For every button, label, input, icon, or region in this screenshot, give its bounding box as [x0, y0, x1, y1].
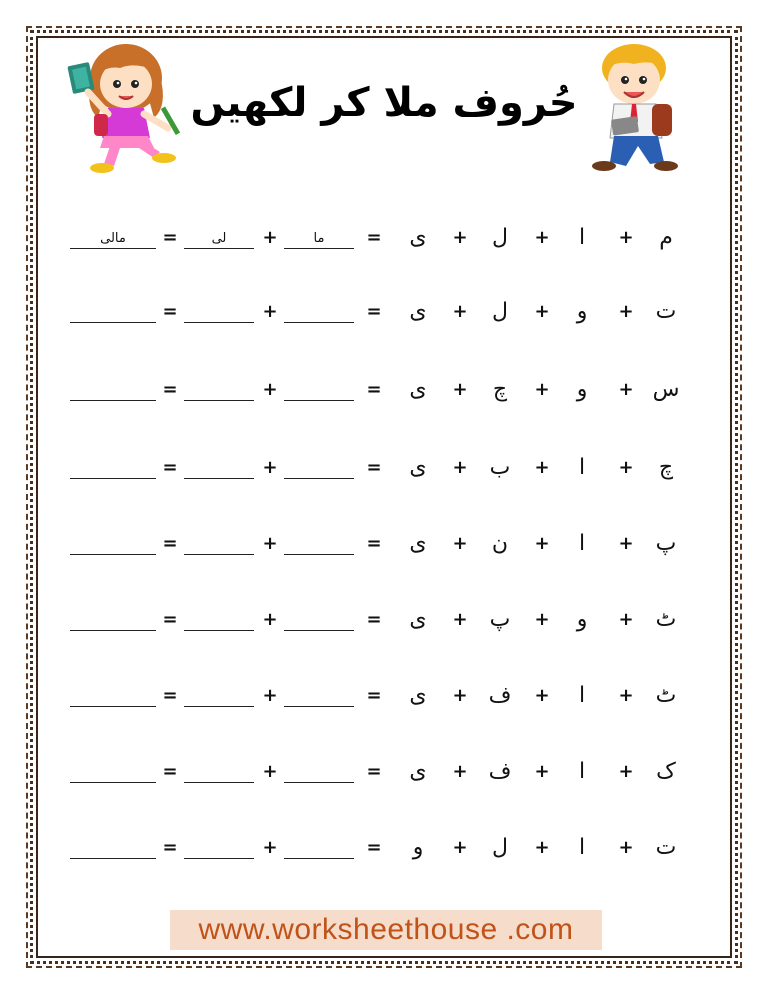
website-footer: www.worksheethouse .com: [170, 910, 602, 950]
letter: ک: [656, 759, 676, 784]
word-answer-blank[interactable]: [70, 858, 156, 859]
syllable-blank-1[interactable]: [284, 706, 354, 707]
letter: ی: [409, 531, 427, 556]
syllable-blank-2[interactable]: [184, 400, 254, 401]
letter: س: [652, 377, 680, 402]
letter: چ: [658, 455, 674, 480]
word-answer-blank[interactable]: [70, 630, 156, 631]
exercise-row: [0, 524, 768, 564]
equals-sign: =: [366, 379, 382, 400]
syllable-blank-2[interactable]: [184, 554, 254, 555]
plus-sign: +: [452, 685, 468, 706]
plus-sign: +: [262, 301, 278, 322]
letter: ل: [492, 225, 508, 250]
letter: ا: [578, 683, 586, 708]
letter: و: [576, 299, 588, 324]
plus-sign: +: [534, 227, 550, 248]
exercise-row: [0, 752, 768, 792]
syllable-blank-2[interactable]: [184, 478, 254, 479]
letter: ف: [488, 759, 512, 784]
syllable-blank-2[interactable]: [184, 630, 254, 631]
syllable-blank-2[interactable]: [184, 706, 254, 707]
example-answer: مالی: [100, 231, 126, 246]
equals-sign: =: [366, 837, 382, 858]
plus-sign: +: [534, 837, 550, 858]
exercise-row: [0, 600, 768, 640]
plus-sign: +: [618, 837, 634, 858]
syllable-blank-1[interactable]: [284, 554, 354, 555]
exercise-row: [0, 292, 768, 332]
letter: ی: [409, 607, 427, 632]
equals-sign: =: [162, 379, 178, 400]
equals-sign: =: [366, 533, 382, 554]
plus-sign: +: [262, 685, 278, 706]
equals-sign: =: [366, 301, 382, 322]
plus-sign: +: [262, 533, 278, 554]
exercise-row: [0, 676, 768, 716]
letter: ل: [492, 835, 508, 860]
letter: پ: [489, 607, 511, 632]
equals-sign: =: [162, 457, 178, 478]
letter: چ: [492, 377, 508, 402]
letter: ب: [489, 455, 511, 480]
plus-sign: +: [534, 379, 550, 400]
example-syllable-1: ما: [313, 231, 325, 246]
plus-sign: +: [534, 301, 550, 322]
word-answer-blank[interactable]: [70, 322, 156, 323]
syllable-blank-1[interactable]: [284, 630, 354, 631]
plus-sign: +: [452, 379, 468, 400]
letter: ی: [409, 683, 427, 708]
plus-sign: +: [452, 457, 468, 478]
letter: ت: [655, 835, 677, 860]
equals-sign: =: [162, 227, 178, 248]
equals-sign: =: [366, 685, 382, 706]
letter: و: [576, 607, 588, 632]
letter: ف: [488, 683, 512, 708]
word-answer-blank[interactable]: [70, 554, 156, 555]
plus-sign: +: [618, 761, 634, 782]
letter: م: [659, 225, 673, 250]
plus-sign: +: [534, 533, 550, 554]
letter: و: [412, 835, 424, 860]
letter: ی: [409, 377, 427, 402]
exercise-row: [0, 828, 768, 868]
equals-sign: =: [162, 761, 178, 782]
letter: ن: [491, 531, 509, 556]
plus-sign: +: [618, 685, 634, 706]
word-answer-blank[interactable]: [70, 706, 156, 707]
letter: ا: [578, 531, 586, 556]
syllable-blank-1[interactable]: [284, 782, 354, 783]
letter: ت: [655, 299, 677, 324]
letter: ل: [492, 299, 508, 324]
plus-sign: +: [452, 761, 468, 782]
plus-sign: +: [618, 533, 634, 554]
letter: ا: [578, 225, 586, 250]
plus-sign: +: [534, 609, 550, 630]
plus-sign: +: [534, 685, 550, 706]
plus-sign: +: [534, 457, 550, 478]
plus-sign: +: [452, 837, 468, 858]
plus-sign: +: [452, 609, 468, 630]
plus-sign: +: [452, 301, 468, 322]
syllable-blank-1[interactable]: [284, 858, 354, 859]
word-answer-blank[interactable]: [70, 400, 156, 401]
letter: پ: [655, 531, 677, 556]
letter: ا: [578, 455, 586, 480]
syllable-blank-1[interactable]: [284, 400, 354, 401]
plus-sign: +: [618, 227, 634, 248]
word-answer-blank[interactable]: [70, 478, 156, 479]
plus-sign: +: [618, 457, 634, 478]
equals-sign: =: [162, 837, 178, 858]
letter: و: [576, 377, 588, 402]
worksheet-title: حُروف ملا کر لکھیں: [190, 80, 578, 126]
letter: ٹ: [655, 607, 677, 632]
syllable-blank-1[interactable]: [284, 478, 354, 479]
plus-sign: +: [618, 379, 634, 400]
letter: ی: [409, 455, 427, 480]
plus-sign: +: [262, 457, 278, 478]
equals-sign: =: [162, 685, 178, 706]
example-syllable-2: لی: [211, 231, 227, 246]
equals-sign: =: [162, 301, 178, 322]
plus-sign: +: [452, 533, 468, 554]
exercise-row: [0, 448, 768, 488]
letter: ا: [578, 759, 586, 784]
equals-sign: =: [162, 609, 178, 630]
equals-sign: =: [366, 609, 382, 630]
plus-sign: +: [262, 761, 278, 782]
equals-sign: =: [366, 457, 382, 478]
plus-sign: +: [534, 761, 550, 782]
exercise-row: [0, 218, 768, 258]
plus-sign: +: [618, 301, 634, 322]
plus-sign: +: [262, 227, 278, 248]
syllable-blank-2[interactable]: [184, 782, 254, 783]
syllable-blank-2[interactable]: [184, 322, 254, 323]
syllable-blank-2[interactable]: [184, 858, 254, 859]
letter: ی: [409, 299, 427, 324]
letter: ٹ: [655, 683, 677, 708]
letter: ی: [409, 225, 427, 250]
equals-sign: =: [366, 761, 382, 782]
plus-sign: +: [452, 227, 468, 248]
exercise-row: [0, 370, 768, 410]
equals-sign: =: [366, 227, 382, 248]
word-answer-blank[interactable]: [70, 782, 156, 783]
plus-sign: +: [618, 609, 634, 630]
plus-sign: +: [262, 609, 278, 630]
plus-sign: +: [262, 837, 278, 858]
equals-sign: =: [162, 533, 178, 554]
plus-sign: +: [262, 379, 278, 400]
syllable-blank-1[interactable]: [284, 322, 354, 323]
letter: ا: [578, 835, 586, 860]
letter: ی: [409, 759, 427, 784]
